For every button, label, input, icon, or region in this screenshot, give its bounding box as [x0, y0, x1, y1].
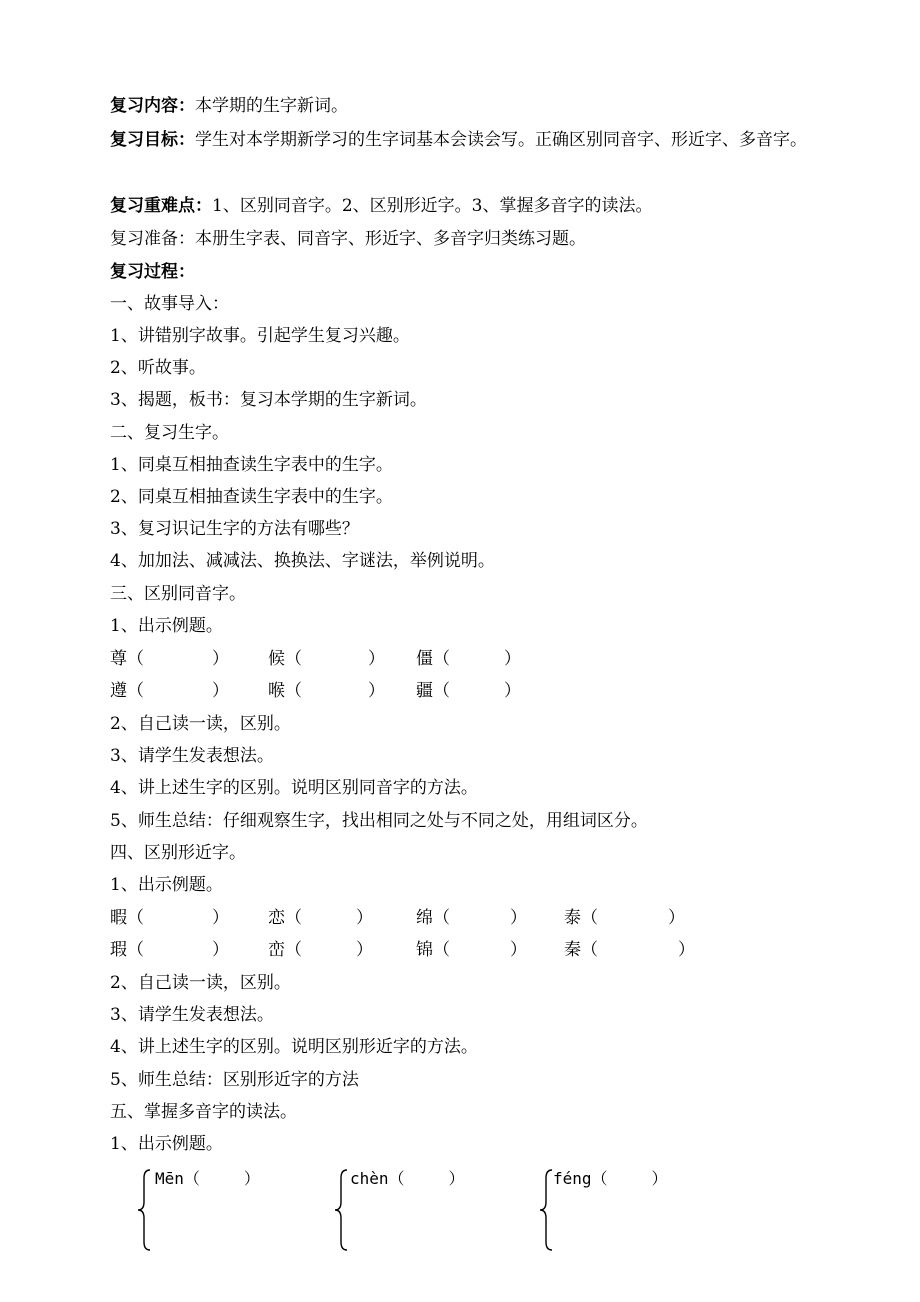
review-goal-label: 复习目标： [110, 130, 195, 150]
list-item: 2、同桌互相抽查读生字表中的生字。 [110, 487, 393, 507]
open-paren: （ [433, 940, 450, 960]
open-paren: （ [183, 1169, 200, 1188]
open-paren: （ [433, 649, 450, 669]
review-process-label: 复习过程： [110, 262, 195, 282]
exercise-cell [110, 938, 229, 962]
exercise-cell [268, 906, 373, 930]
exercise-cell [268, 679, 385, 703]
open-paren: （ [285, 681, 302, 701]
close-paren: ） [368, 681, 385, 701]
close-paren: ） [356, 908, 373, 928]
exercise-cell [110, 679, 229, 703]
list-item: 1、出示例题。 [110, 1134, 223, 1154]
list-item: 4、讲上述生字的区别。说明区别同音字的方法。 [110, 778, 478, 798]
close-paren: ） [212, 649, 229, 669]
open-paren: （ [433, 908, 450, 928]
exercise-cell [268, 938, 373, 962]
exercise-char: 秦 [564, 940, 581, 960]
open-paren: （ [581, 940, 598, 960]
list-item: 3、复习识记生字的方法有哪些？ [110, 519, 359, 539]
left-brace [538, 1168, 554, 1252]
review-content [110, 94, 348, 118]
exercise-cell [564, 938, 695, 962]
exercise-char: 绵 [416, 908, 433, 928]
exercise-cell [416, 906, 527, 930]
review-goal-text: 学生对本学期新学习的生字词基本会读会写。正确区别同音字、形近字、多音字。 [195, 130, 807, 150]
exercise-char: 遵 [110, 681, 127, 701]
open-paren: （ [581, 908, 598, 928]
close-paren: ） [510, 940, 527, 960]
close-paren: ） [212, 940, 229, 960]
exercise-cell [268, 647, 385, 671]
open-paren: （ [127, 681, 144, 701]
exercise-cell [416, 938, 527, 962]
list-item: 4、加加法、减减法、换换法、字谜法，举例说明。 [110, 551, 495, 571]
exercise-char: 恋 [268, 908, 285, 928]
open-paren: （ [388, 1169, 405, 1188]
close-paren: ） [510, 908, 527, 928]
list-item: 1、同桌互相抽查读生字表中的生字。 [110, 455, 393, 475]
pinyin-cell [553, 1168, 668, 1190]
close-paren: ） [356, 940, 373, 960]
open-paren: （ [285, 649, 302, 669]
left-brace [136, 1168, 152, 1252]
exercise-cell [416, 647, 521, 671]
exercise-cell [110, 647, 229, 671]
list-item: 2、自己读一读，区别。 [110, 973, 291, 993]
review-focus-label: 复习重难点： [110, 196, 212, 216]
review-prep: 复习准备：本册生字表、同音字、形近字、多音字归类练习题。 [110, 229, 586, 249]
exercise-char: 暇 [110, 908, 127, 928]
exercise-char: 泰 [564, 908, 581, 928]
close-paren: ） [368, 649, 385, 669]
exercise-char: 候 [268, 649, 285, 669]
close-paren: ） [504, 649, 521, 669]
review-focus-text: 1、区别同音字。2、区别形近字。3、掌握多音字的读法。 [212, 196, 653, 216]
exercise-cell [416, 679, 521, 703]
section-title: 四、区别形近字。 [110, 843, 246, 863]
open-paren: （ [285, 908, 302, 928]
list-item: 1、讲错别字故事。引起学生复习兴趣。 [110, 326, 410, 346]
exercise-char: 疆 [416, 681, 433, 701]
review-focus [110, 194, 652, 218]
section-title: 一、故事导入： [110, 294, 229, 314]
list-item: 1、出示例题。 [110, 875, 223, 895]
close-paren: ） [504, 681, 521, 701]
open-paren: （ [127, 908, 144, 928]
open-paren: （ [433, 681, 450, 701]
list-item: 3、请学生发表想法。 [110, 1005, 274, 1025]
list-item: 4、讲上述生字的区别。说明区别形近字的方法。 [110, 1037, 478, 1057]
list-item: 2、自己读一读，区别。 [110, 714, 291, 734]
pinyin-cell [350, 1168, 465, 1190]
review-goal [110, 124, 834, 156]
open-paren: （ [127, 649, 144, 669]
pinyin-label: chèn [350, 1169, 389, 1188]
exercise-char: 尊 [110, 649, 127, 669]
pinyin-label: féng [553, 1169, 592, 1188]
close-paren: ） [243, 1169, 260, 1188]
open-paren: （ [285, 940, 302, 960]
open-paren: （ [591, 1169, 608, 1188]
list-item: 3、揭题，板书：复习本学期的生字新词。 [110, 390, 427, 410]
close-paren: ） [212, 908, 229, 928]
review-content-text: 本学期的生字新词。 [195, 96, 348, 116]
close-paren: ） [212, 681, 229, 701]
close-paren: ） [448, 1169, 465, 1188]
close-paren: ） [651, 1169, 668, 1188]
list-item: 1、出示例题。 [110, 616, 223, 636]
list-item: 2、听故事。 [110, 358, 206, 378]
list-item: 5、师生总结：区别形近字的方法 [110, 1070, 359, 1090]
exercise-cell [110, 906, 229, 930]
pinyin-label: Mēn [155, 1169, 184, 1188]
pinyin-cell [155, 1168, 260, 1190]
exercise-char: 喉 [268, 681, 285, 701]
list-item: 3、请学生发表想法。 [110, 746, 274, 766]
list-item: 5、师生总结：仔细观察生字，找出相同之处与不同之处，用组词区分。 [110, 811, 648, 831]
close-paren: ） [678, 940, 695, 960]
exercise-char: 锦 [416, 940, 433, 960]
close-paren: ） [668, 908, 685, 928]
section-title: 二、复习生字。 [110, 423, 229, 443]
exercise-char: 峦 [268, 940, 285, 960]
exercise-char: 瑕 [110, 940, 127, 960]
open-paren: （ [127, 940, 144, 960]
exercise-char: 僵 [416, 649, 433, 669]
review-content-label: 复习内容： [110, 96, 195, 116]
left-brace [333, 1168, 349, 1252]
exercise-cell [564, 906, 685, 930]
section-title: 五、掌握多音字的读法。 [110, 1102, 297, 1122]
section-title: 三、区别同音字。 [110, 584, 246, 604]
